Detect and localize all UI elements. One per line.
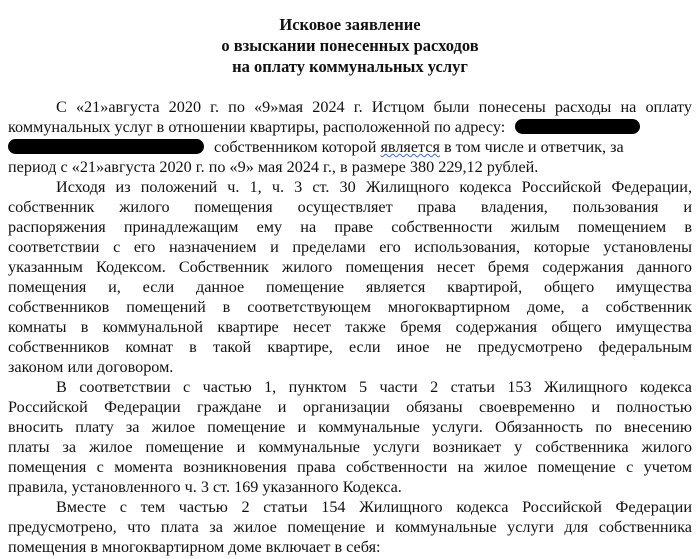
p3-line-2: Российской Федерации граждане и организации обязаны своевременно и полностью — [8, 398, 692, 416]
p2-line-5: указанным Кодексом. Собственник жилого помещения несет бремя содержания данного — [8, 258, 692, 276]
redacted-address-part-1 — [515, 119, 640, 134]
p3-line-1: В соответствии с частью 1, пунктом 5 части 2 статьи 153 Жилищного кодекса — [56, 378, 692, 396]
title-line-2: о взыскании понесенных расходов — [221, 36, 479, 55]
p2-line-9: собственников комнат в такой квартире, если иное не предусмотрено федеральным — [8, 338, 692, 356]
p3-line-4: платы за жилое помещение и коммунальные услуги возникает у собственника жилого — [8, 438, 692, 456]
p2-line-4: соответствии с его назначением и пределами его использования, которые установлены — [8, 238, 692, 256]
p3-line-3: вносить плату за жилое помещение и коммунальные услуги. Обязанность по внесению — [8, 418, 692, 436]
p3-line-6: правила, установленного ч. 3 ст. 169 указанного Кодекса. — [8, 478, 402, 496]
p1-line-3-text-a: собственником которой — [214, 138, 377, 156]
p1-line-3-text-c: в том числе и ответчик, за — [443, 138, 624, 156]
p2-line-3: распоряжения принадлежащим ему на праве собственности жилым помещением в — [8, 218, 692, 236]
title-line-3: на оплату коммунальных услуг — [232, 57, 468, 76]
p1-line-2-text: коммунальных услуг в отношении квартиры, расположенной по адресу: — [8, 118, 506, 136]
p4-line-3: помещения в многоквартирном доме включает в себя: — [8, 538, 381, 556]
p2-line-7: собственников помещений в соответствующем многоквартирном доме, а собственник — [8, 298, 692, 316]
p1-line-1: С «21»августа 2020 г. по «9»мая 2024 г. Истцом были понесены расходы на оплату — [56, 98, 692, 116]
p2-line-10: законом или договором. — [8, 358, 174, 376]
p2-line-8: комнаты в коммунальной квартире несет также бремя содержания общего имущества — [8, 318, 692, 336]
p1-line-4: период с «21»августа 2020 г. по «9» мая 2024 г., в размере 380 229,12 рублей. — [8, 158, 539, 176]
p3-line-5: помещения с момента возникновения права собственности на жилое помещение с учетом — [8, 458, 692, 476]
p2-line-6: помещения и, если данное помещение является квартирой, общего имущества — [8, 278, 692, 296]
p2-line-1: Исходя из положений ч. 1, ч. 3 ст. 30 Жилищного кодекса Российской Федерации, — [56, 178, 692, 196]
p1-line-3-text-b: является — [380, 138, 440, 156]
title-line-1: Исковое заявление — [279, 15, 421, 34]
p1-line-2 — [8, 118, 692, 137]
p4-line-1: Вместе с тем частью 2 статьи 154 Жилищного кодекса Российской Федерации — [56, 498, 692, 516]
p4-line-2: предусмотрено, что плата за жилое помещение и коммунальные услуги для собственника — [8, 518, 692, 536]
redacted-address-part-2 — [8, 139, 204, 154]
p2-line-2: собственник жилого помещения осуществляет права владения, пользования и — [8, 198, 692, 216]
document-title — [0, 14, 700, 77]
p1-line-3 — [8, 138, 692, 157]
